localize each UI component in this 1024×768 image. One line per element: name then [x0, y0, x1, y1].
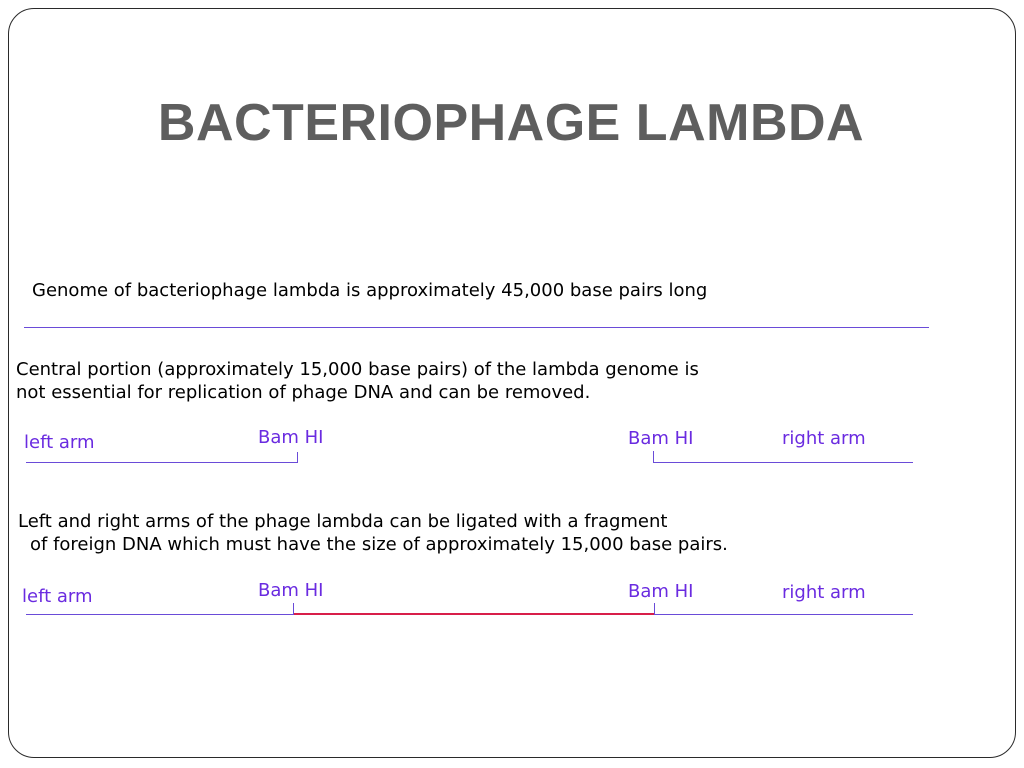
ligation-line-1: Left and right arms of the phage lambda can be ligated with a fragment: [18, 511, 668, 532]
bam-hi-left-label: Bam HI: [258, 580, 324, 601]
full-genome-line: [24, 327, 929, 328]
bam-hi-right-cut-mark: [653, 451, 654, 462]
ligation-line-2: of foreign DNA which must have the size of approximately 15,000 base pairs.: [30, 534, 728, 555]
genome-statement: Genome of bacteriophage lambda is approximately 45,000 base pairs long: [32, 280, 708, 301]
left-arm-label: left arm: [22, 586, 93, 607]
foreign-dna-insert-line: [294, 613, 655, 615]
central-portion-line-2: not essential for replication of phage DNA and can be removed.: [16, 382, 591, 403]
right-arm-label: right arm: [782, 582, 866, 603]
right-arm-label: right arm: [782, 428, 866, 449]
left-arm-line: [26, 614, 294, 615]
central-portion-line-1: Central portion (approximately 15,000 base pairs) of the lambda genome is: [16, 359, 699, 380]
slide-title: BACTERIOPHAGE LAMBDA: [157, 94, 865, 152]
right-arm-line: [653, 462, 913, 463]
left-arm-label: left arm: [24, 432, 95, 453]
bam-hi-right-label: Bam HI: [628, 428, 694, 449]
bam-hi-right-label: Bam HI: [628, 581, 694, 602]
bam-hi-left-cut-mark: [297, 452, 298, 463]
left-arm-line: [26, 462, 298, 463]
right-arm-line: [655, 614, 913, 615]
bam-hi-left-label: Bam HI: [258, 427, 324, 448]
